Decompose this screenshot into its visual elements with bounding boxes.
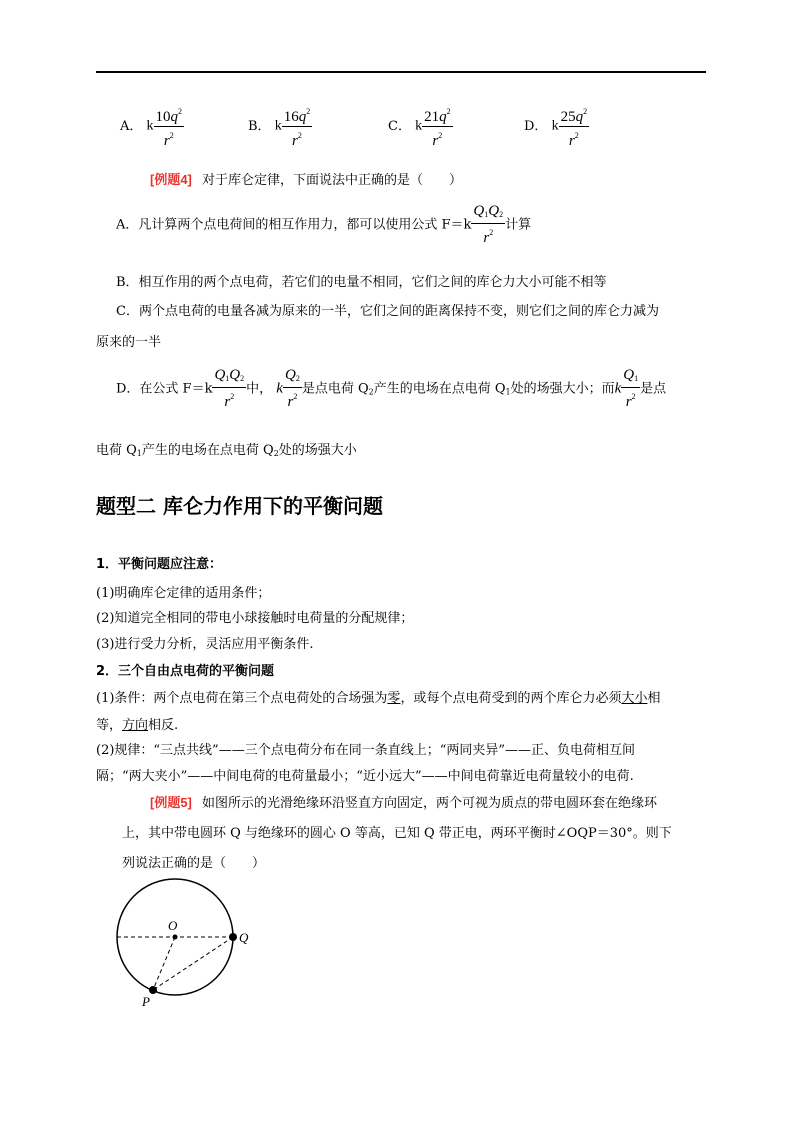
option-d: D． k $\frac{25q^2}{r^2}$ [524, 103, 589, 150]
notes-line-1: (1)明确库仑定律的适用条件； [96, 586, 271, 601]
notes-rule-line2: 隔；“两大夹小”——中间电荷的电荷量最小；“近小远大”——中间电荷靠近电荷量较小的电荷. [96, 769, 634, 784]
example4-option-c-line2: 原来的一半 [96, 335, 162, 350]
option-c: C． k $\frac{21q^2}{r^2}$ [388, 103, 453, 150]
center-o-dot [173, 935, 178, 940]
option-b: B． k $\frac{16q^2}{r^2}$ [248, 103, 312, 150]
notes-heading-1: 1．平衡问题应注意： [96, 557, 223, 572]
section-title: 题型二 库仑力作用下的平衡问题 [96, 494, 383, 518]
option-a: A． k $\frac{10q^2}{r^2}$ [120, 103, 184, 150]
example5-line2: 上，其中带电圆环 Q 与绝缘环的圆心 O 等高，已知 Q 带正电，两环平衡时∠OQP＝30°。则下 [122, 826, 672, 841]
notes-rule-line1: (2)规律：“三点共线”——三个点电荷分布在同一条直线上；“两同夹异”——正、负电荷相互间 [96, 743, 635, 758]
example4-option-b: B．相互作用的两个点电荷，若它们的电量不相同，它们之间的库仑力大小可能不相等 [116, 275, 607, 290]
example4-option-c-line1: C．两个点电荷的电量各减为原来的一半，它们之间的距离保持不变，则它们之间的库仑力减为 [116, 304, 659, 319]
line-qp [153, 937, 233, 990]
example4-option-d: D．在公式 F＝k $\frac{Q_1Q_2}{r^2}$ 中， k $\frac{Q_2}{r^2}$ 是点电荷 $Q_2$产生的电场在点电荷 $Q_1$处的场强大小；而k $\frac{Q_1}{r^2}$ 是点 [116, 367, 667, 410]
example5-tag: [例题5] [150, 795, 192, 810]
line-op [153, 937, 175, 990]
example4-option-a: A．凡计算两个点电荷间的相互作用力，都可以使用公式 F＝k $\frac{Q_1Q_2}{r^2}$ 计算 [116, 203, 532, 246]
notes-line-3: (3)进行受力分析，灵活应用平衡条件. [96, 637, 314, 652]
label-p: P [142, 994, 150, 1009]
notes-heading-2: 2．三个自由点电荷的平衡问题 [96, 664, 275, 679]
example5-line3: 列说法正确的是（ ） [122, 856, 266, 871]
header-rule [96, 71, 706, 73]
notes-condition-line2: 等，方向相反. [96, 718, 179, 733]
notes-line-2: (2)知道完全相同的带电小球接触时电荷量的分配规律； [96, 611, 414, 626]
ring-figure [100, 870, 280, 1020]
ring-q [229, 933, 237, 941]
label-q: Q [239, 930, 249, 945]
example5-line1: [例题5] 如图所示的光滑绝缘环沿竖直方向固定，两个可视为质点的带电圆环套在绝缘环 [150, 795, 658, 811]
example4-option-d-line2: 电荷 $Q_1$产生的电场在点电荷 $Q_2$处的场强大小 [96, 443, 357, 458]
ring-p [149, 986, 157, 994]
example4-tag: [例题4] [150, 172, 192, 187]
example4-question: [例题4] 对于库仑定律，下面说法中正确的是（ ） [150, 172, 463, 188]
notes-condition-line1: (1)条件：两个点电荷在第三个点电荷处的合场强为零，或每个点电荷受到的两个库仑力必须大小相 [96, 691, 661, 706]
label-o: O [168, 918, 178, 933]
